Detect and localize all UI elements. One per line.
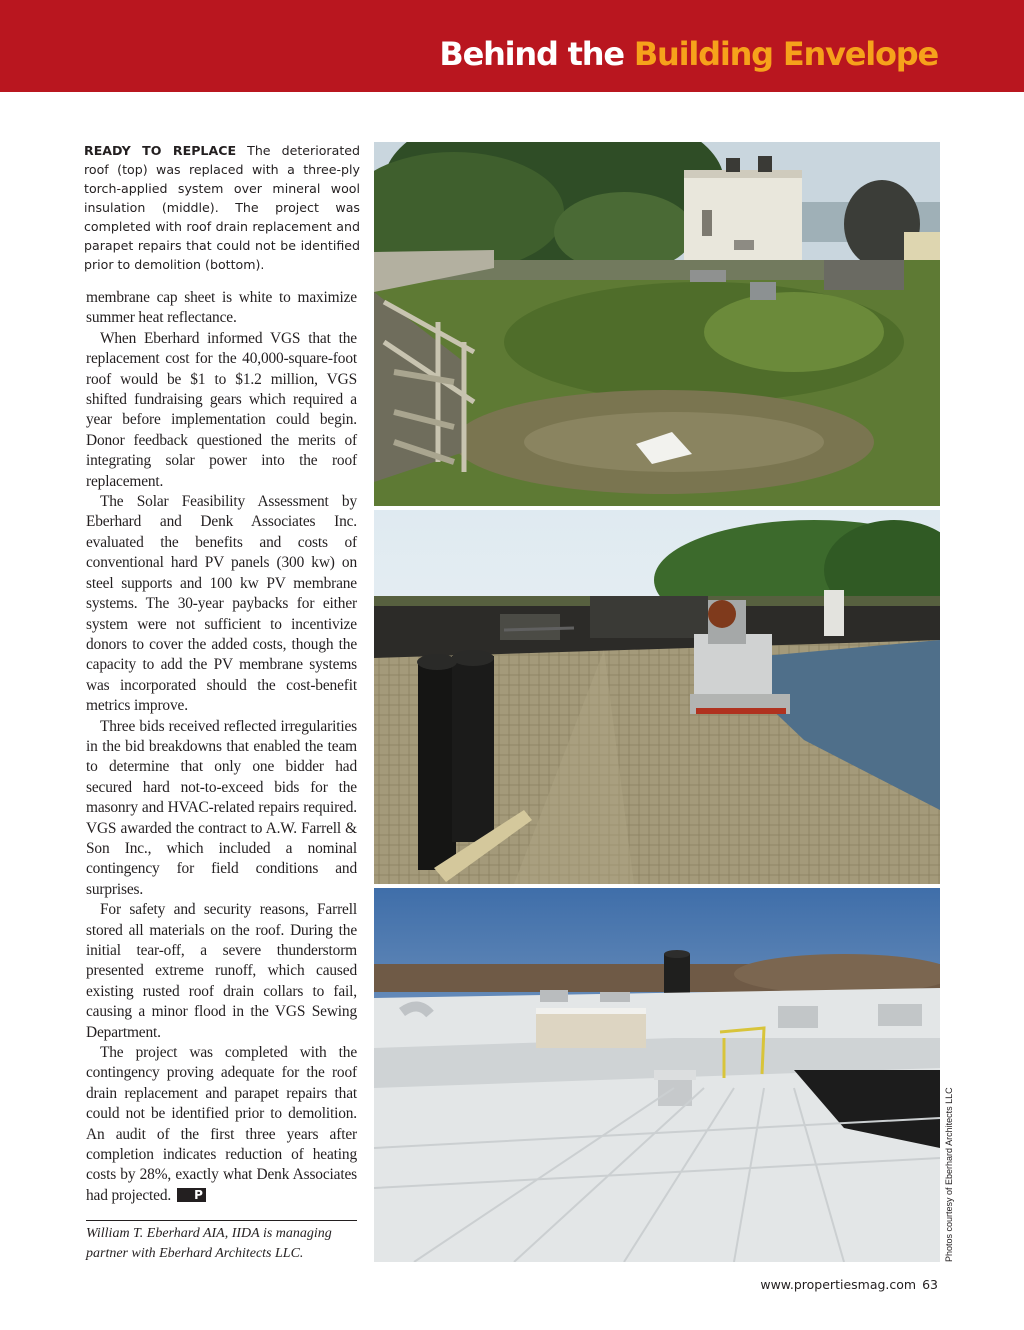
body-paragraph-last xyxy=(86,1043,357,1206)
body-paragraph: Three bids received reflected irregularities in the bid breakdowns that enabled the team to determine that only one bidder had secured hard not-to-exceed bids for the masonry and HVAC-related repairs required. VGS awarded the contract to A.W. Farrell & Son Inc., which included a nominal contingency for field conditions and surprises. xyxy=(86,717,357,898)
section-title-orange: Building Envelope xyxy=(633,35,938,73)
section-title xyxy=(439,34,938,74)
photo-deteriorated-roof xyxy=(374,142,940,506)
bio-divider xyxy=(86,1220,357,1221)
photo-membrane-installation xyxy=(374,510,940,884)
body-paragraph: The Solar Feasibility Assessment by Eberhard and Denk Associates Inc. evaluated the benefits and costs of conventional hard PV panels (300 kw) on steel supports and 100 kw PV membrane systems. The 30-year paybacks for either system were not sufficient to incentivize donors to cover the added costs, though the capacity to add the PV membrane systems was incorporated should the cost-benefit metrics improve. xyxy=(86,493,357,715)
page-number: 63 xyxy=(922,1277,938,1292)
body-paragraph: membrane cap sheet is white to maximize summer heat reflectance. xyxy=(86,289,357,327)
body-paragraph-text: The project was completed with the contingency proving adequate for the roof drain replacement and parapet repairs that could not be identified prior to demolition. An audit of the first three years after completion indicates reduction of heating costs by 28%, exactly what Denk Associates had projected. xyxy=(86,1044,357,1204)
header-banner xyxy=(0,0,1024,92)
caption-lead: READY TO REPLACE xyxy=(84,143,237,158)
article-body xyxy=(86,288,357,1206)
photo-finished-roof xyxy=(374,888,940,1262)
page-footer xyxy=(760,1277,938,1292)
body-paragraph: For safety and security reasons, Farrell stored all materials on the roof. During the initial tear-off, a severe thunderstorm presented extreme runoff, which caused existing rusted roof drain collars to fail, causing a minor flood in the VGS Sewing Department. xyxy=(86,901,357,1041)
body-paragraph: When Eberhard informed VGS that the replacement cost for the 40,000-square-foot roof would be $1 to $1.2 million, VGS shifted fundraising gears which required a year before implementation could begin. Donor feedback questioned the merits of integrating solar power into the roof replacement. xyxy=(86,329,357,490)
end-mark-icon: P xyxy=(177,1188,206,1202)
footer-url: www.propertiesmag.com xyxy=(760,1277,917,1292)
author-bio: William T. Eberhard AIA, IIDA is managing partner with Eberhard Architects LLC. xyxy=(86,1226,332,1261)
photo-credit: Photos courtesy of Eberhard Architects LLC xyxy=(944,1087,954,1262)
photo-caption xyxy=(84,141,360,274)
section-title-white: Behind the xyxy=(439,35,624,73)
caption-text: The deteriorated roof (top) was replaced with a three-ply torch-applied system over mineral wool insulation (middle). The project was completed with roof drain replacement and parapet repairs that could not be identified prior to demolition (bottom). xyxy=(84,143,360,272)
